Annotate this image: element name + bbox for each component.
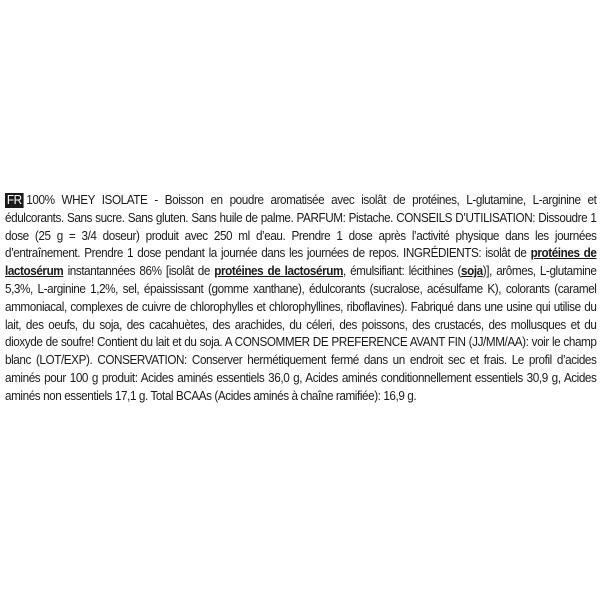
allergen-whey-protein-2: protéines de lactosérum [214,264,343,279]
label-text-part-3: , émulsifiant: lécithines ( [342,264,462,279]
ingredient-label-text [5,192,596,406]
language-badge: FR [6,193,22,207]
label-text-part-4: )], arômes, L-glutamine 5,3%, L-arginine 1,2%, sel, épaississant (gomme xanthane), édulcorants (sucralose, acésulfame K), colorants (caramel ammoniacal, complexes de cuivre de chlorophylles et chlorophyllines, riboflavines). Fabriqué dans une usine qui utilise du lait, des oeufs, du soja, des cacahuètes, des arachides, du céleri, des poissons, des crustacés, des mollusques et du dioxyde de soufre! Contient du lait et du soja. A CONSOMMER DE PREFERENCE AVANT FIN (JJ/MM/AA): voir le champ blanc (LOT/EXP). CONSERVATION: Conserver hermétiquement fermé dans un endroit sec et frais. Le profil d’acides aminés pour 100 g produit: Acides aminés essentiels 36,0 g, Acides aminés conditionnellement essentiels 30,9 g, Acides aminés non essentiels 17,1 g. Total BCAAs (Acides aminés à chaîne ramifiée): 16,9 g. [5,264,597,403]
allergen-soy: soja [461,264,483,279]
label-text-part-2: instantannées 86% [isolât de [63,264,215,279]
allergen-whey-protein: protéines de lactosérum [5,246,597,279]
label-intro-text: 100% WHEY ISOLATE - Boisson en poudre aromatisée avec isolât de protéines, L-glutamine, L-arginine et édulcorants. Sans sucre. Sans gluten. Sans huile de palme. PARFUM: Pistache. CONSEILS D’UTILISATION: Dissoudre 1 dose (25 g = 3/4 doseur) produit avec 250 ml d’eau. Prendre 1 dose après l’activité physique dans les journées d’entraînement. Prendre 1 dose pendant la journée dans les journées de repos. INGRÉDIENTS: isolât de [5,193,597,261]
